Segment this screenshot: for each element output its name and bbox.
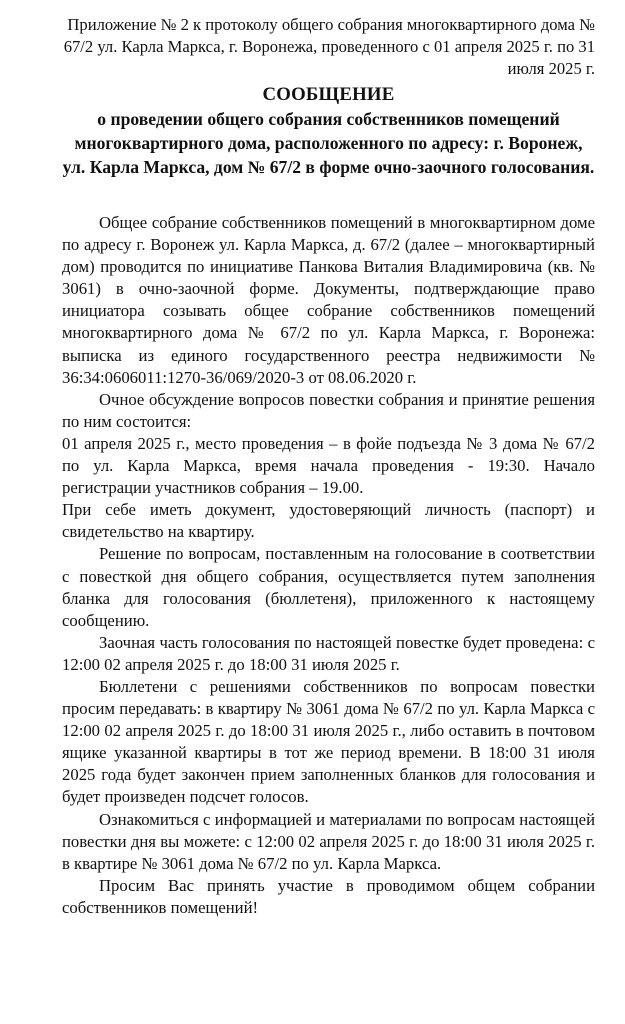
paragraph-absentee-period: Заочная часть голосования по настоящей повестке будет проведена: с 12:00 02 апреля 2025 г. до 18:00 31 июля 2025 г. xyxy=(62,632,595,674)
document-body xyxy=(62,212,595,919)
document-subtitle: о проведении общего собрания собственников помещений многоквартирного дома, расположенного по адресу: г. Воронеж, ул. Карла Маркса, дом № 67/2 в форме очно-заочного голосования. xyxy=(62,109,595,177)
paragraph-ballot-submission: Бюллетени с решениями собственников по вопросам повестки просим передавать: в квартиру № 3061 дома № 67/2 по ул. Карла Маркса с 12:00 02 апреля 2025 г. до 18:00 31 июля 2025 г., либо оставить в почтовом ящике указанной квартиры в тот же период времени. В 18:00 31 июля 2025 года будет закончен прием заполненных бланков для голосования и будет произведен подсчет голосов. xyxy=(62,676,595,807)
paragraph-meeting-details: 01 апреля 2025 г., место проведения – в фойе подъезда № 3 дома № 67/2 по ул. Карла Маркса, время начала проведения - 19:30. Начало регистрации участников собрания – 19.00. xyxy=(62,433,595,498)
paragraph-initiator: Общее собрание собственников помещений в многоквартирном доме по адресу г. Воронеж ул. Карла Маркса, д. 67/2 (далее – многоквартирный дом) проводится по инициативе Панкова Виталия Владимировича (кв. № 3061) в очно-заочной форме. Документы, подтверждающие право инициатора созывать общее собрание собственников помещений многоквартирного дома № 67/2 по ул. Карла Маркса, г. Воронежа: выписка из единого государственного реестра недвижимости № 36:34:0606011:1270-36/069/2020-3 от 08.06.2020 г. xyxy=(62,213,595,387)
paragraph-voting-method: Решение по вопросам, поставленным на голосование в соответствии с повесткой дня общего собрания, осуществляется путем заполнения бланка для голосования (бюллетеня), приложенного к настоящему сообщению. xyxy=(62,544,595,630)
paragraph-documents-required: При себе иметь документ, удостоверяющий личность (паспорт) и свидетельство на квартиру. xyxy=(62,500,595,542)
paragraph-materials: Ознакомиться с информацией и материалами по вопросам настоящей повестки дня вы можете: с 12:00 02 апреля 2025 г. до 18:00 31 июля 2025 г. в квартире № 3061 дома № 67/2 по ул. Карла Маркса. xyxy=(62,809,595,873)
appendix-note: Приложение № 2 к протоколу общего собрания многоквартирного дома № 67/2 ул. Карла Маркса, г. Воронежа, проведенного с 01 апреля 2025 г. по 31 июля 2025 г. xyxy=(63,15,595,78)
paragraph-meeting-intro: Очное обсуждение вопросов повестки собрания и принятие решения по ним состоится: xyxy=(62,389,595,431)
document-title: СООБЩЕНИЕ xyxy=(262,84,395,105)
paragraph-closing: Просим Вас принять участие в проводимом общем собрании собственников помещений! xyxy=(62,875,595,917)
